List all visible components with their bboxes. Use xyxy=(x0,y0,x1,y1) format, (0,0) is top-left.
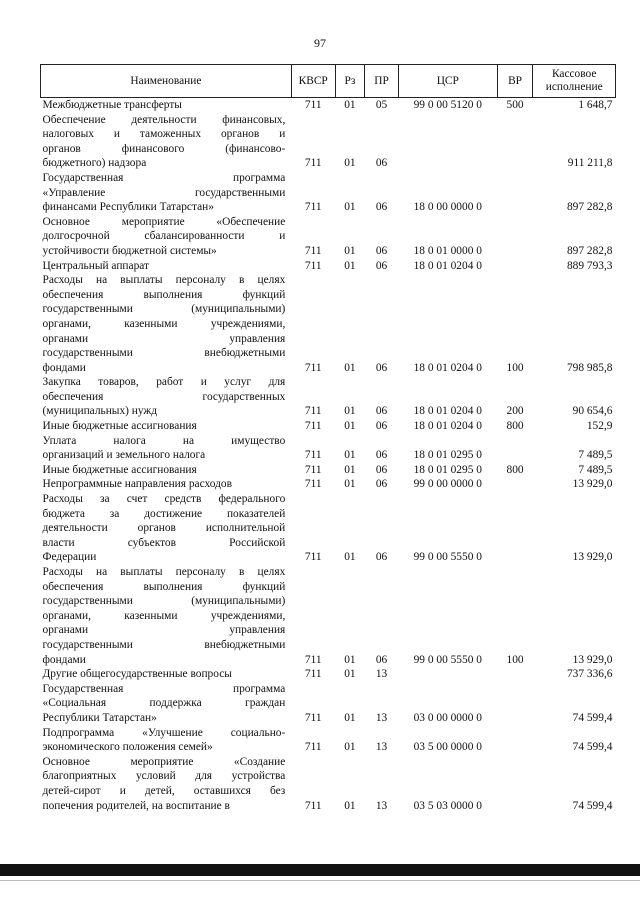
row-rz: 01 xyxy=(344,361,356,374)
table-row xyxy=(41,463,616,478)
row-csr: 18 0 01 0295 0 xyxy=(413,449,482,462)
row-kvsr: 711 xyxy=(304,478,322,491)
row-name-line: (муниципальных) нужд xyxy=(42,405,158,418)
row-name-line: Государственная программа xyxy=(42,171,286,184)
row-name-line: Закупка товаров, работ и услуг для xyxy=(42,376,286,389)
table-row xyxy=(41,682,616,726)
row-csr: 18 0 01 0204 0 xyxy=(413,405,482,418)
row-name-line: благоприятных условий для устройства xyxy=(42,770,286,783)
row-vr xyxy=(497,682,533,726)
row-rz: 01 xyxy=(344,420,356,433)
row-sum: 737 336,6 xyxy=(566,668,613,681)
row-vr xyxy=(497,492,533,565)
row-name-line: фондами xyxy=(42,653,86,666)
row-name-line: Уплата налога на имущество xyxy=(42,434,286,447)
row-rz: 01 xyxy=(344,259,356,272)
row-kvsr: 711 xyxy=(304,361,322,374)
table-row xyxy=(41,726,616,755)
row-name-line: органами, казенными учреждениями, xyxy=(42,609,286,622)
row-vr: 800 xyxy=(506,420,524,433)
row-name-line: Расходы на выплаты персоналу в целях xyxy=(42,274,286,287)
row-kvsr: 711 xyxy=(304,551,322,564)
row-csr: 99 0 00 0000 0 xyxy=(413,478,482,491)
row-name xyxy=(41,492,292,565)
row-sum: 152,9 xyxy=(586,420,613,433)
table-row xyxy=(41,259,616,274)
row-name-line: власти субъектов Российской xyxy=(42,536,286,549)
row-rz: 01 xyxy=(344,201,356,214)
table-header-row xyxy=(41,65,616,98)
row-name xyxy=(41,375,292,419)
row-name-line: долгосрочной сбалансированности и xyxy=(42,230,286,243)
row-vr xyxy=(497,259,533,274)
row-name-line: попечения родителей, на воспитание в xyxy=(42,799,230,812)
row-rz: 01 xyxy=(344,244,356,257)
row-pr: 06 xyxy=(375,551,388,564)
row-csr: 03 5 00 0000 0 xyxy=(413,741,482,754)
row-csr: 03 5 03 0000 0 xyxy=(413,799,482,812)
row-name xyxy=(41,98,292,113)
row-sum: 897 282,8 xyxy=(566,244,613,257)
row-name-line: Другие общегосударственные вопросы xyxy=(42,668,232,681)
header-name: Наименование xyxy=(41,65,292,98)
row-name-line: Расходы за счет средств федерального xyxy=(42,493,286,506)
table-row xyxy=(41,477,616,492)
row-csr: 03 0 00 0000 0 xyxy=(413,711,482,724)
row-name-line: Подпрограмма «Улучшение социально- xyxy=(42,726,286,739)
row-name xyxy=(41,259,292,274)
row-vr xyxy=(497,755,533,813)
row-name-line: органами управления xyxy=(42,332,286,345)
row-kvsr: 711 xyxy=(304,799,322,812)
row-rz: 01 xyxy=(344,741,356,754)
row-name xyxy=(41,565,292,667)
page-number: 97 xyxy=(314,36,326,50)
row-sum: 911 211,8 xyxy=(567,157,613,170)
row-vr xyxy=(497,667,533,682)
row-name-line: Иные бюджетные ассигнования xyxy=(42,420,197,433)
row-pr: 13 xyxy=(375,711,388,724)
row-rz: 01 xyxy=(344,99,356,111)
row-csr: 18 0 01 0204 0 xyxy=(413,420,482,433)
row-sum: 897 282,8 xyxy=(566,201,613,214)
budget-table xyxy=(40,64,616,813)
row-sum: 13 929,0 xyxy=(572,653,613,666)
row-csr: 99 0 00 5550 0 xyxy=(413,653,482,666)
row-rz: 01 xyxy=(344,463,356,476)
row-name-line: Основное мероприятие «Создание xyxy=(42,755,286,768)
row-name-line: налоговых и таможенных органов и xyxy=(42,128,286,141)
row-name-line: детей-сирот и детей, оставшихся без xyxy=(42,784,286,797)
table-row xyxy=(41,565,616,667)
row-csr: 18 0 01 0000 0 xyxy=(413,244,482,257)
row-sum: 7 489,5 xyxy=(578,449,613,462)
row-name xyxy=(41,463,292,478)
row-kvsr: 711 xyxy=(304,741,322,754)
row-pr: 06 xyxy=(375,259,388,272)
row-kvsr: 711 xyxy=(304,157,322,170)
row-sum: 7 489,5 xyxy=(578,463,613,476)
row-vr: 100 xyxy=(506,361,524,374)
row-rz: 01 xyxy=(344,405,356,418)
row-name-line: органов финансового (финансово- xyxy=(42,142,286,155)
row-name-line: финансами Республики Татарстан» xyxy=(42,201,214,214)
row-kvsr: 711 xyxy=(304,405,322,418)
row-pr: 13 xyxy=(375,668,388,681)
row-name-line: фондами xyxy=(42,361,86,374)
row-name-line: бюджета за достижение показателей xyxy=(42,507,286,520)
row-name-line: обеспечения выполнения функций xyxy=(42,288,286,301)
row-csr: 18 0 00 0000 0 xyxy=(413,201,482,214)
row-sum: 889 793,3 xyxy=(566,259,613,272)
row-name xyxy=(41,215,292,259)
row-name xyxy=(41,171,292,215)
row-name-line: экономического положения семей» xyxy=(42,741,213,754)
row-rz: 01 xyxy=(344,799,356,812)
row-kvsr: 711 xyxy=(304,420,322,433)
row-vr xyxy=(497,215,533,259)
row-name-line: обеспечения выполнения функций xyxy=(42,580,286,593)
row-pr: 06 xyxy=(375,201,388,214)
row-name xyxy=(41,273,292,375)
row-name xyxy=(41,726,292,755)
row-kvsr: 711 xyxy=(304,244,322,257)
row-sum: 74 599,4 xyxy=(572,799,613,812)
row-name-line: органами управления xyxy=(42,624,286,637)
row-name-line: государственными внебюджетными xyxy=(42,638,286,651)
row-name-line: Федерации xyxy=(42,551,97,564)
row-csr: 18 0 01 0204 0 xyxy=(413,259,482,272)
row-name-line: Межбюджетные трансферты xyxy=(42,99,182,111)
row-kvsr: 711 xyxy=(304,259,322,272)
row-rz: 01 xyxy=(344,551,356,564)
row-pr: 05 xyxy=(375,99,388,111)
row-name-line: Расходы на выплаты персоналу в целях xyxy=(42,566,286,578)
row-name-line: Непрограммные направления расходов xyxy=(42,478,233,491)
row-csr xyxy=(398,667,497,682)
row-name xyxy=(41,682,292,726)
row-pr: 06 xyxy=(375,157,388,170)
row-rz: 01 xyxy=(344,653,356,666)
row-name-line: «Социальная поддержка граждан xyxy=(42,697,286,710)
scan-edge-line xyxy=(0,880,640,881)
table-row xyxy=(41,171,616,215)
row-sum: 13 929,0 xyxy=(572,478,613,491)
table-row xyxy=(41,113,616,171)
row-pr: 06 xyxy=(375,420,388,433)
row-name-line: Иные бюджетные ассигнования xyxy=(42,463,197,476)
row-vr xyxy=(497,171,533,215)
row-kvsr: 711 xyxy=(304,668,322,681)
row-pr: 06 xyxy=(375,463,388,476)
row-name-line: государственными (муниципальными) xyxy=(42,595,286,608)
header-vr: ВР xyxy=(497,65,533,98)
row-kvsr: 711 xyxy=(304,201,322,214)
row-name-line: государственными (муниципальными) xyxy=(42,303,286,316)
row-name-line: «Управление государственными xyxy=(42,186,286,199)
table-body xyxy=(41,98,616,814)
row-rz: 01 xyxy=(344,668,356,681)
row-kvsr: 711 xyxy=(304,99,322,111)
row-rz: 01 xyxy=(344,478,356,491)
row-kvsr: 711 xyxy=(304,449,322,462)
row-sum: 13 929,0 xyxy=(572,551,613,564)
row-name-line: органами, казенными учреждениями, xyxy=(42,317,286,330)
row-vr xyxy=(497,726,533,755)
row-pr: 06 xyxy=(375,244,388,257)
row-name-line: Центральный аппарат xyxy=(42,259,150,272)
row-csr xyxy=(398,113,497,171)
row-name-line: устойчивости бюджетной системы» xyxy=(42,244,217,257)
row-name-line: бюджетного) надзора xyxy=(42,157,147,170)
row-sum: 1 648,7 xyxy=(578,99,613,111)
table-row xyxy=(41,215,616,259)
row-name xyxy=(41,113,292,171)
row-vr xyxy=(497,434,533,463)
row-name xyxy=(41,419,292,434)
row-rz: 01 xyxy=(344,449,356,462)
row-pr: 06 xyxy=(375,361,388,374)
row-name-line: Основное мероприятие «Обеспечение xyxy=(42,215,286,228)
row-name xyxy=(41,667,292,682)
row-vr xyxy=(497,113,533,171)
row-sum: 74 599,4 xyxy=(572,711,613,724)
header-csr: ЦСР xyxy=(398,65,497,98)
scan-edge-bar xyxy=(0,864,640,876)
row-name-line: Государственная программа xyxy=(42,682,286,695)
row-name-line: обеспечения государственных xyxy=(42,390,286,403)
row-sum: 798 985,8 xyxy=(566,361,613,374)
row-pr: 13 xyxy=(375,799,388,812)
row-sum: 90 654,6 xyxy=(572,405,613,418)
header-pr: ПР xyxy=(365,65,399,98)
row-pr: 06 xyxy=(375,405,388,418)
row-name-line: Обеспечение деятельности финансовых, xyxy=(42,113,286,126)
row-kvsr: 711 xyxy=(304,463,322,476)
row-name xyxy=(41,434,292,463)
row-name xyxy=(41,755,292,813)
table-row xyxy=(41,419,616,434)
row-vr: 100 xyxy=(506,653,524,666)
row-csr: 99 0 00 5120 0 xyxy=(413,99,482,111)
row-pr: 06 xyxy=(375,449,388,462)
row-pr: 13 xyxy=(375,741,388,754)
row-csr: 18 0 01 0204 0 xyxy=(413,361,482,374)
row-name xyxy=(41,477,292,492)
row-name-line: Республики Татарстан» xyxy=(42,711,157,724)
row-rz: 01 xyxy=(344,157,356,170)
table-row xyxy=(41,755,616,813)
table-row xyxy=(41,434,616,463)
row-vr xyxy=(497,477,533,492)
header-sum: Кассовое исполнение xyxy=(533,65,616,98)
row-name-line: деятельности органов исполнительной xyxy=(42,522,286,535)
table-row xyxy=(41,492,616,565)
header-kvsr: КВСР xyxy=(291,65,335,98)
table-row xyxy=(41,98,616,113)
table-row xyxy=(41,667,616,682)
row-name-line: государственными внебюджетными xyxy=(42,347,286,360)
row-vr: 200 xyxy=(506,405,524,418)
row-sum: 74 599,4 xyxy=(572,741,613,754)
table-row xyxy=(41,273,616,375)
row-kvsr: 711 xyxy=(304,711,322,724)
row-pr: 06 xyxy=(375,653,388,666)
row-vr: 500 xyxy=(506,99,524,111)
table-row xyxy=(41,375,616,419)
row-rz: 01 xyxy=(344,711,356,724)
header-rz: Рз xyxy=(335,65,365,98)
row-vr: 800 xyxy=(506,463,524,476)
row-csr: 99 0 00 5550 0 xyxy=(413,551,482,564)
row-pr: 06 xyxy=(375,478,388,491)
row-name-line: организаций и земельного налога xyxy=(42,449,206,462)
row-csr: 18 0 01 0295 0 xyxy=(413,463,482,476)
row-kvsr: 711 xyxy=(304,653,322,666)
